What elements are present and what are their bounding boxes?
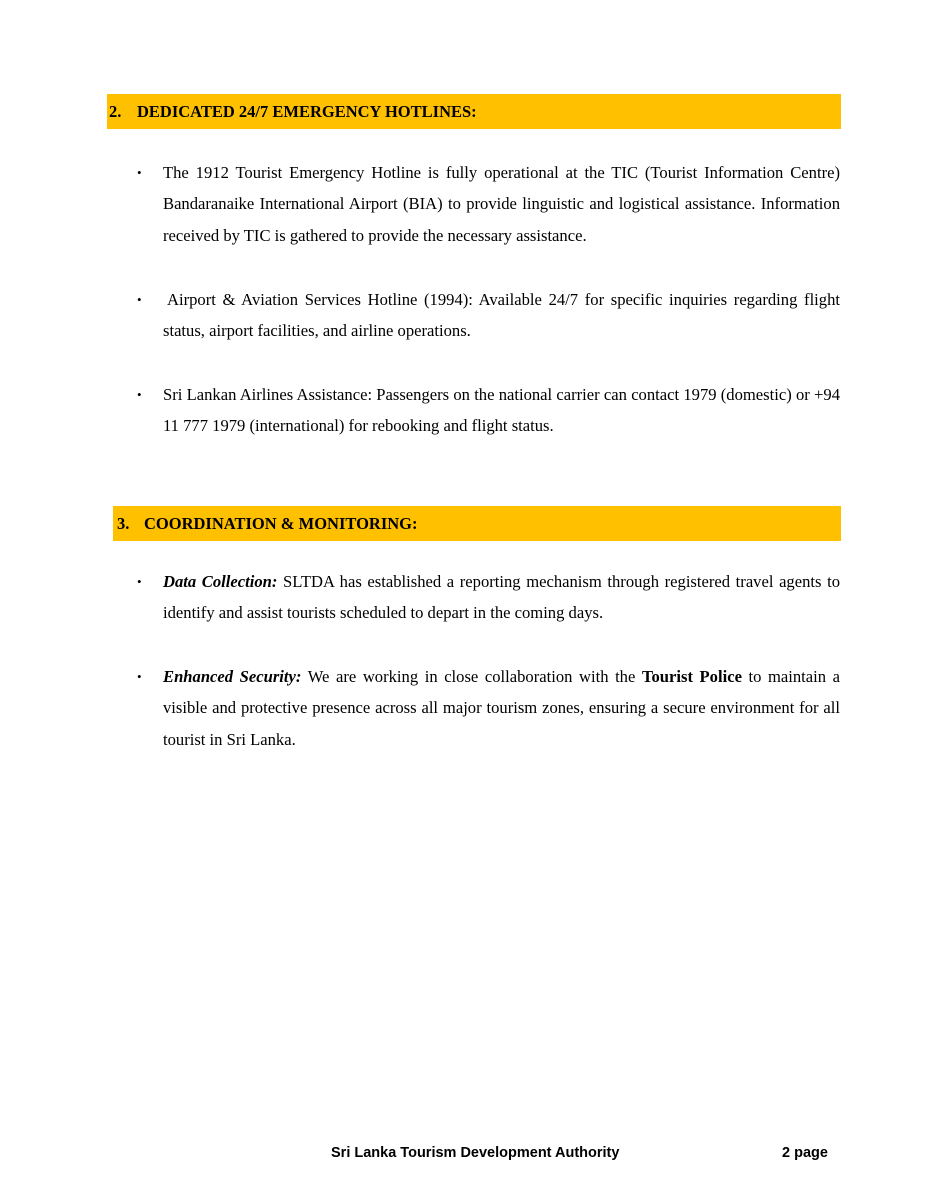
list-item (137, 157, 840, 251)
list-item-lead: Enhanced Security: (163, 667, 302, 686)
list-item-text (163, 566, 840, 629)
bullet-icon: • (137, 669, 142, 684)
section-2-header (107, 94, 841, 129)
bullet-icon: • (137, 165, 142, 180)
section-3-header (113, 506, 841, 541)
section-2-number: 2. (109, 101, 122, 121)
list-item-body-before: We are working in close collaboration with the (301, 667, 642, 686)
section-3-number: 3. (117, 513, 130, 533)
list-item (137, 661, 840, 755)
tourist-police-emphasis: Tourist Police (641, 667, 742, 686)
list-item-text: Airport & Aviation Services Hotline (1994): Available 24/7 for specific inquiries regarding flight status, airport facilities, and airline operations. (163, 290, 840, 341)
list-item-body-after: to maintain a visible and protective presence across all major tourism zones, ensuring a secure environment for all tourist in Sri Lanka. (163, 667, 841, 749)
list-item-text (163, 661, 840, 755)
list-item (137, 379, 840, 442)
section-2-title: DEDICATED 24/7 EMERGENCY HOTLINES: (137, 101, 477, 121)
footer-organization: Sri Lanka Tourism Development Authority (331, 1145, 620, 1161)
section-3-title: COORDINATION & MONITORING: (144, 513, 418, 533)
list-item-text: The 1912 Tourist Emergency Hotline is fully operational at the TIC (Tourist Information Centre) Bandaranaike International Airport (BIA) to provide linguistic and logistical assistance. Information received by TIC is gathered to provide the necessary assistance. (163, 163, 840, 245)
list-item-text: Sri Lankan Airlines Assistance: Passengers on the national carrier can contact 1979 (domestic) or +94 11 777 1979 (international) for rebooking and flight status. (163, 385, 840, 436)
footer-page-number: 2 page (782, 1145, 828, 1161)
bullet-icon: • (137, 292, 142, 307)
list-item-body: SLTDA has established a reporting mechanism through registered travel agents to identify and assist tourists scheduled to depart in the coming days. (163, 572, 840, 623)
bullet-icon: • (137, 387, 142, 402)
bullet-icon: • (137, 574, 142, 589)
list-item (137, 566, 840, 629)
list-item-lead: Data Collection: (163, 572, 278, 591)
list-item (137, 284, 840, 347)
